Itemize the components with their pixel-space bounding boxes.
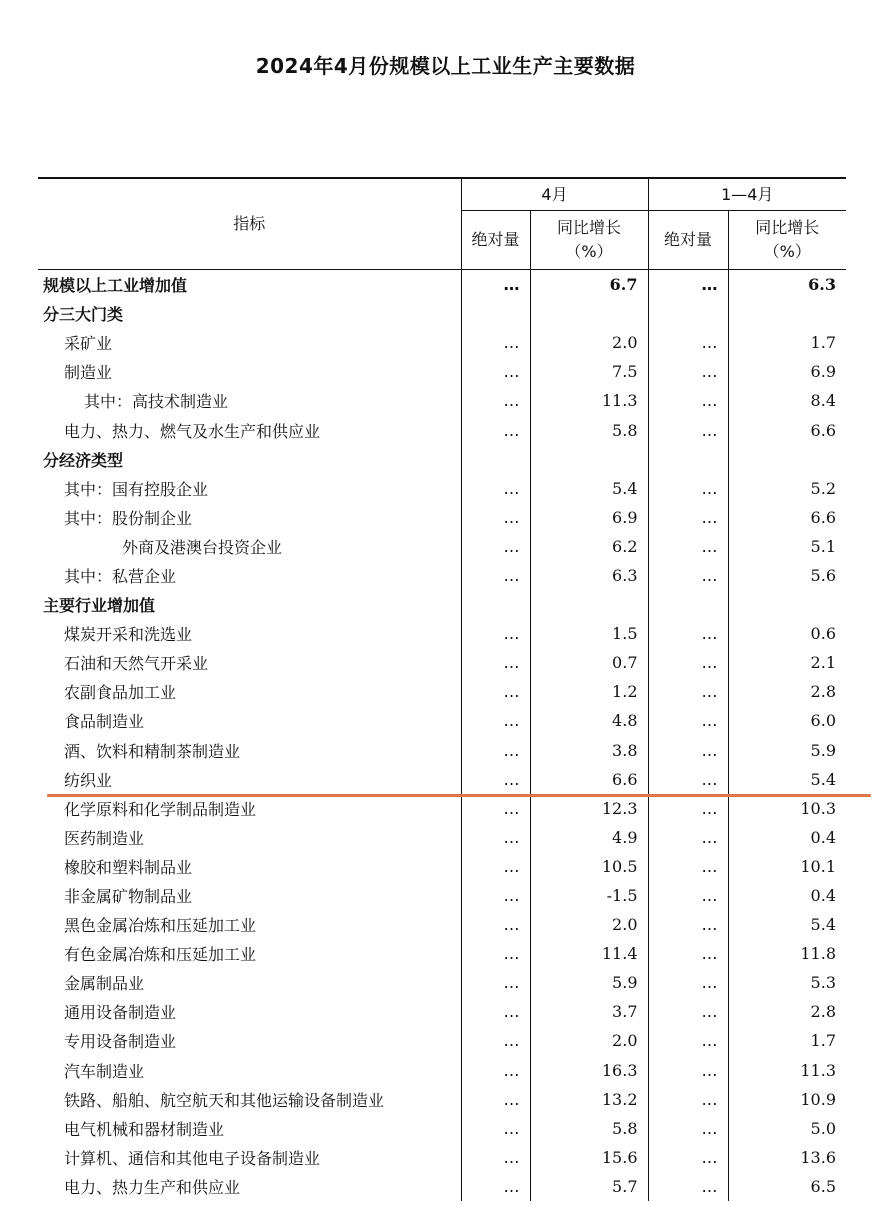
row-yoy-april: 5.9 — [530, 968, 648, 997]
row-abs-april: … — [461, 619, 530, 648]
row-abs-april: … — [461, 736, 530, 765]
header-yoy-april-line1: 同比增长 — [556, 218, 621, 237]
row-yoy-jan-apr: 6.0 — [728, 706, 846, 735]
row-indicator: 农副食品加工业 — [64, 683, 177, 703]
row-indicator: 化学原料和化学制品制造业 — [64, 799, 257, 819]
row-indicator: 规模以上工业增加值 — [43, 276, 188, 296]
row-abs-jan-apr: … — [648, 910, 728, 939]
row-yoy-jan-apr: 10.3 — [728, 794, 846, 823]
row-yoy-april: 3.7 — [530, 997, 648, 1026]
row-yoy-jan-apr: 11.3 — [728, 1056, 846, 1085]
table-row — [38, 1172, 846, 1201]
row-abs-april: … — [461, 270, 530, 300]
row-abs-jan-apr: … — [648, 503, 728, 532]
table-row — [38, 968, 846, 997]
row-yoy-jan-apr: 5.0 — [728, 1114, 846, 1143]
row-abs-jan-apr: … — [648, 386, 728, 415]
table-body — [38, 270, 846, 1202]
table-row — [38, 561, 846, 590]
table-row — [38, 328, 846, 357]
row-yoy-jan-apr: 5.3 — [728, 968, 846, 997]
table-row — [38, 386, 846, 415]
row-abs-jan-apr — [648, 590, 728, 619]
row-yoy-april: 12.3 — [530, 794, 648, 823]
row-abs-jan-apr: … — [648, 474, 728, 503]
row-yoy-april: 6.2 — [530, 532, 648, 561]
row-abs-jan-apr: … — [648, 270, 728, 300]
row-abs-jan-apr: … — [648, 532, 728, 561]
row-abs-jan-apr: … — [648, 1172, 728, 1201]
row-indicator: 橡胶和塑料制品业 — [64, 857, 193, 877]
row-yoy-jan-apr: 0.6 — [728, 619, 846, 648]
row-abs-april: … — [461, 474, 530, 503]
row-indicator: 计算机、通信和其他电子设备制造业 — [64, 1148, 321, 1168]
row-abs-jan-apr: … — [648, 823, 728, 852]
row-yoy-jan-apr: 1.7 — [728, 1026, 846, 1055]
row-yoy-april — [530, 299, 648, 328]
row-indicator: 主要行业增加值 — [43, 596, 156, 616]
row-indicator: 其中：股份制企业 — [64, 508, 193, 528]
row-abs-jan-apr: … — [648, 794, 728, 823]
row-yoy-april: 2.0 — [530, 910, 648, 939]
row-yoy-jan-apr — [728, 445, 846, 474]
table-row — [38, 590, 846, 619]
row-abs-jan-apr: … — [648, 357, 728, 386]
table-row — [38, 881, 846, 910]
industrial-production-table — [38, 177, 846, 1201]
row-yoy-jan-apr: 10.9 — [728, 1085, 846, 1114]
row-abs-april: … — [461, 415, 530, 444]
row-indicator: 其中：私营企业 — [64, 566, 177, 586]
row-yoy-april: 4.9 — [530, 823, 648, 852]
row-abs-april: … — [461, 881, 530, 910]
row-yoy-jan-apr: 10.1 — [728, 852, 846, 881]
table-row — [38, 677, 846, 706]
row-indicator: 电力、热力、燃气及水生产和供应业 — [64, 421, 321, 441]
row-yoy-jan-apr: 5.1 — [728, 532, 846, 561]
row-yoy-april: 6.7 — [530, 270, 648, 300]
row-yoy-april — [530, 445, 648, 474]
row-yoy-jan-apr: 0.4 — [728, 881, 846, 910]
row-yoy-jan-apr: 13.6 — [728, 1143, 846, 1172]
table-row — [38, 445, 846, 474]
row-abs-april — [461, 590, 530, 619]
row-yoy-april: 5.4 — [530, 474, 648, 503]
table-row — [38, 939, 846, 968]
row-indicator: 通用设备制造业 — [64, 1003, 177, 1023]
table-row — [38, 474, 846, 503]
row-indicator: 食品制造业 — [64, 712, 145, 732]
table-row — [38, 794, 846, 823]
row-abs-jan-apr: … — [648, 648, 728, 677]
row-indicator: 专用设备制造业 — [64, 1032, 177, 1052]
row-abs-jan-apr: … — [648, 328, 728, 357]
row-abs-jan-apr — [648, 445, 728, 474]
row-abs-april: … — [461, 328, 530, 357]
row-abs-april: … — [461, 852, 530, 881]
table-row — [38, 997, 846, 1026]
table-row — [38, 648, 846, 677]
row-indicator: 酒、饮料和精制茶制造业 — [64, 741, 241, 761]
highlight-underline — [47, 794, 871, 797]
row-abs-april: … — [461, 357, 530, 386]
row-indicator: 制造业 — [64, 363, 113, 383]
row-abs-april: … — [461, 1114, 530, 1143]
table-row — [38, 270, 846, 300]
table-row — [38, 706, 846, 735]
header-abs-jan-apr: 绝对量 — [648, 211, 728, 270]
row-yoy-jan-apr: 5.4 — [728, 910, 846, 939]
row-abs-jan-apr: … — [648, 1085, 728, 1114]
header-group-april: 4月 — [461, 178, 648, 211]
row-yoy-jan-apr — [728, 299, 846, 328]
row-yoy-april: 11.4 — [530, 939, 648, 968]
table-row — [38, 910, 846, 939]
table-row — [38, 1114, 846, 1143]
row-yoy-april: 4.8 — [530, 706, 648, 735]
row-yoy-april: 5.8 — [530, 1114, 648, 1143]
row-yoy-jan-apr: 5.4 — [728, 765, 846, 794]
row-abs-jan-apr: … — [648, 881, 728, 910]
row-abs-april: … — [461, 997, 530, 1026]
row-abs-april: … — [461, 765, 530, 794]
row-yoy-jan-apr: 2.1 — [728, 648, 846, 677]
row-indicator: 医药制造业 — [64, 828, 145, 848]
row-yoy-april: 16.3 — [530, 1056, 648, 1085]
row-indicator: 铁路、船舶、航空航天和其他运输设备制造业 — [64, 1090, 385, 1110]
row-abs-april: … — [461, 561, 530, 590]
row-indicator: 分经济类型 — [43, 450, 124, 470]
row-abs-jan-apr: … — [648, 939, 728, 968]
table-row — [38, 765, 846, 794]
row-abs-april: … — [461, 677, 530, 706]
table-row — [38, 619, 846, 648]
header-yoy-jan-apr — [728, 211, 846, 270]
table-row — [38, 1143, 846, 1172]
row-indicator: 有色金属冶炼和压延加工业 — [64, 945, 257, 965]
row-yoy-jan-apr: 6.3 — [728, 270, 846, 300]
row-yoy-april: 5.8 — [530, 415, 648, 444]
header-indicator: 指标 — [233, 214, 266, 233]
table-row — [38, 823, 846, 852]
document-title: 2024年4月份规模以上工业生产主要数据 — [255, 54, 636, 78]
row-yoy-april: -1.5 — [530, 881, 648, 910]
row-abs-april: … — [461, 503, 530, 532]
row-abs-april: … — [461, 939, 530, 968]
row-yoy-jan-apr: 5.9 — [728, 736, 846, 765]
row-abs-april: … — [461, 706, 530, 735]
row-yoy-jan-apr: 2.8 — [728, 677, 846, 706]
row-indicator: 汽车制造业 — [64, 1061, 145, 1081]
row-abs-april: … — [461, 648, 530, 677]
row-yoy-april: 6.9 — [530, 503, 648, 532]
row-abs-april: … — [461, 1026, 530, 1055]
row-indicator: 其中：高技术制造业 — [84, 392, 229, 412]
row-abs-april: … — [461, 1056, 530, 1085]
header-yoy-april — [530, 211, 648, 270]
row-abs-jan-apr: … — [648, 561, 728, 590]
row-abs-jan-apr: … — [648, 415, 728, 444]
row-abs-april: … — [461, 1085, 530, 1114]
row-abs-april: … — [461, 823, 530, 852]
row-abs-jan-apr: … — [648, 706, 728, 735]
table-row — [38, 736, 846, 765]
row-abs-jan-apr: … — [648, 1056, 728, 1085]
row-yoy-april — [530, 590, 648, 619]
row-indicator: 采矿业 — [64, 334, 113, 354]
row-yoy-jan-apr: 0.4 — [728, 823, 846, 852]
row-indicator: 煤炭开采和洗选业 — [64, 625, 193, 645]
row-abs-april: … — [461, 910, 530, 939]
row-indicator: 电气机械和器材制造业 — [64, 1119, 225, 1139]
table-row — [38, 357, 846, 386]
row-yoy-april: 1.2 — [530, 677, 648, 706]
row-indicator: 黑色金属冶炼和压延加工业 — [64, 916, 257, 936]
row-indicator: 电力、热力生产和供应业 — [64, 1177, 241, 1197]
row-abs-april — [461, 299, 530, 328]
row-yoy-jan-apr: 8.4 — [728, 386, 846, 415]
row-abs-april: … — [461, 968, 530, 997]
row-yoy-april: 5.7 — [530, 1172, 648, 1201]
row-indicator: 外商及港澳台投资企业 — [122, 537, 283, 557]
row-yoy-jan-apr: 5.6 — [728, 561, 846, 590]
row-abs-jan-apr — [648, 299, 728, 328]
row-abs-jan-apr: … — [648, 1026, 728, 1055]
row-yoy-jan-apr: 5.2 — [728, 474, 846, 503]
row-yoy-april: 6.3 — [530, 561, 648, 590]
row-abs-april: … — [461, 1143, 530, 1172]
row-yoy-april: 13.2 — [530, 1085, 648, 1114]
row-yoy-april: 1.5 — [530, 619, 648, 648]
table-row — [38, 852, 846, 881]
row-abs-april: … — [461, 532, 530, 561]
row-abs-jan-apr: … — [648, 677, 728, 706]
row-abs-april: … — [461, 794, 530, 823]
row-abs-april — [461, 445, 530, 474]
row-yoy-jan-apr: 6.9 — [728, 357, 846, 386]
row-abs-april: … — [461, 386, 530, 415]
row-yoy-april: 3.8 — [530, 736, 648, 765]
row-abs-jan-apr: … — [648, 1143, 728, 1172]
header-yoy-jan-apr-line1: 同比增长 — [755, 218, 820, 237]
header-group-jan-apr: 1—4月 — [648, 178, 846, 211]
table-row — [38, 1026, 846, 1055]
table-row — [38, 532, 846, 561]
row-yoy-jan-apr: 6.5 — [728, 1172, 846, 1201]
row-indicator: 金属制品业 — [64, 974, 145, 994]
row-abs-jan-apr: … — [648, 852, 728, 881]
table-row — [38, 1056, 846, 1085]
header-yoy-april-line2: （%） — [565, 242, 613, 261]
row-abs-jan-apr: … — [648, 736, 728, 765]
row-abs-jan-apr: … — [648, 765, 728, 794]
row-yoy-april: 10.5 — [530, 852, 648, 881]
header-abs-april: 绝对量 — [461, 211, 530, 270]
row-abs-jan-apr: … — [648, 619, 728, 648]
row-yoy-april: 2.0 — [530, 328, 648, 357]
row-indicator: 纺织业 — [64, 770, 113, 790]
row-abs-jan-apr: … — [648, 968, 728, 997]
row-yoy-april: 7.5 — [530, 357, 648, 386]
row-indicator: 其中：国有控股企业 — [64, 479, 209, 499]
row-yoy-jan-apr: 6.6 — [728, 503, 846, 532]
row-abs-april: … — [461, 1172, 530, 1201]
table-row — [38, 1085, 846, 1114]
table-header — [38, 178, 846, 270]
header-yoy-jan-apr-line2: （%） — [763, 242, 811, 261]
row-yoy-april: 2.0 — [530, 1026, 648, 1055]
row-yoy-jan-apr: 2.8 — [728, 997, 846, 1026]
row-yoy-april: 6.6 — [530, 765, 648, 794]
row-abs-jan-apr: … — [648, 1114, 728, 1143]
row-yoy-april: 11.3 — [530, 386, 648, 415]
row-yoy-april: 15.6 — [530, 1143, 648, 1172]
row-yoy-jan-apr — [728, 590, 846, 619]
row-yoy-april: 0.7 — [530, 648, 648, 677]
row-indicator: 非金属矿物制品业 — [64, 887, 193, 907]
row-abs-jan-apr: … — [648, 997, 728, 1026]
row-indicator: 分三大门类 — [43, 305, 124, 325]
table-row — [38, 503, 846, 532]
row-yoy-jan-apr: 1.7 — [728, 328, 846, 357]
row-indicator: 石油和天然气开采业 — [64, 654, 209, 674]
table-row — [38, 415, 846, 444]
row-yoy-jan-apr: 6.6 — [728, 415, 846, 444]
table-row — [38, 299, 846, 328]
row-yoy-jan-apr: 11.8 — [728, 939, 846, 968]
